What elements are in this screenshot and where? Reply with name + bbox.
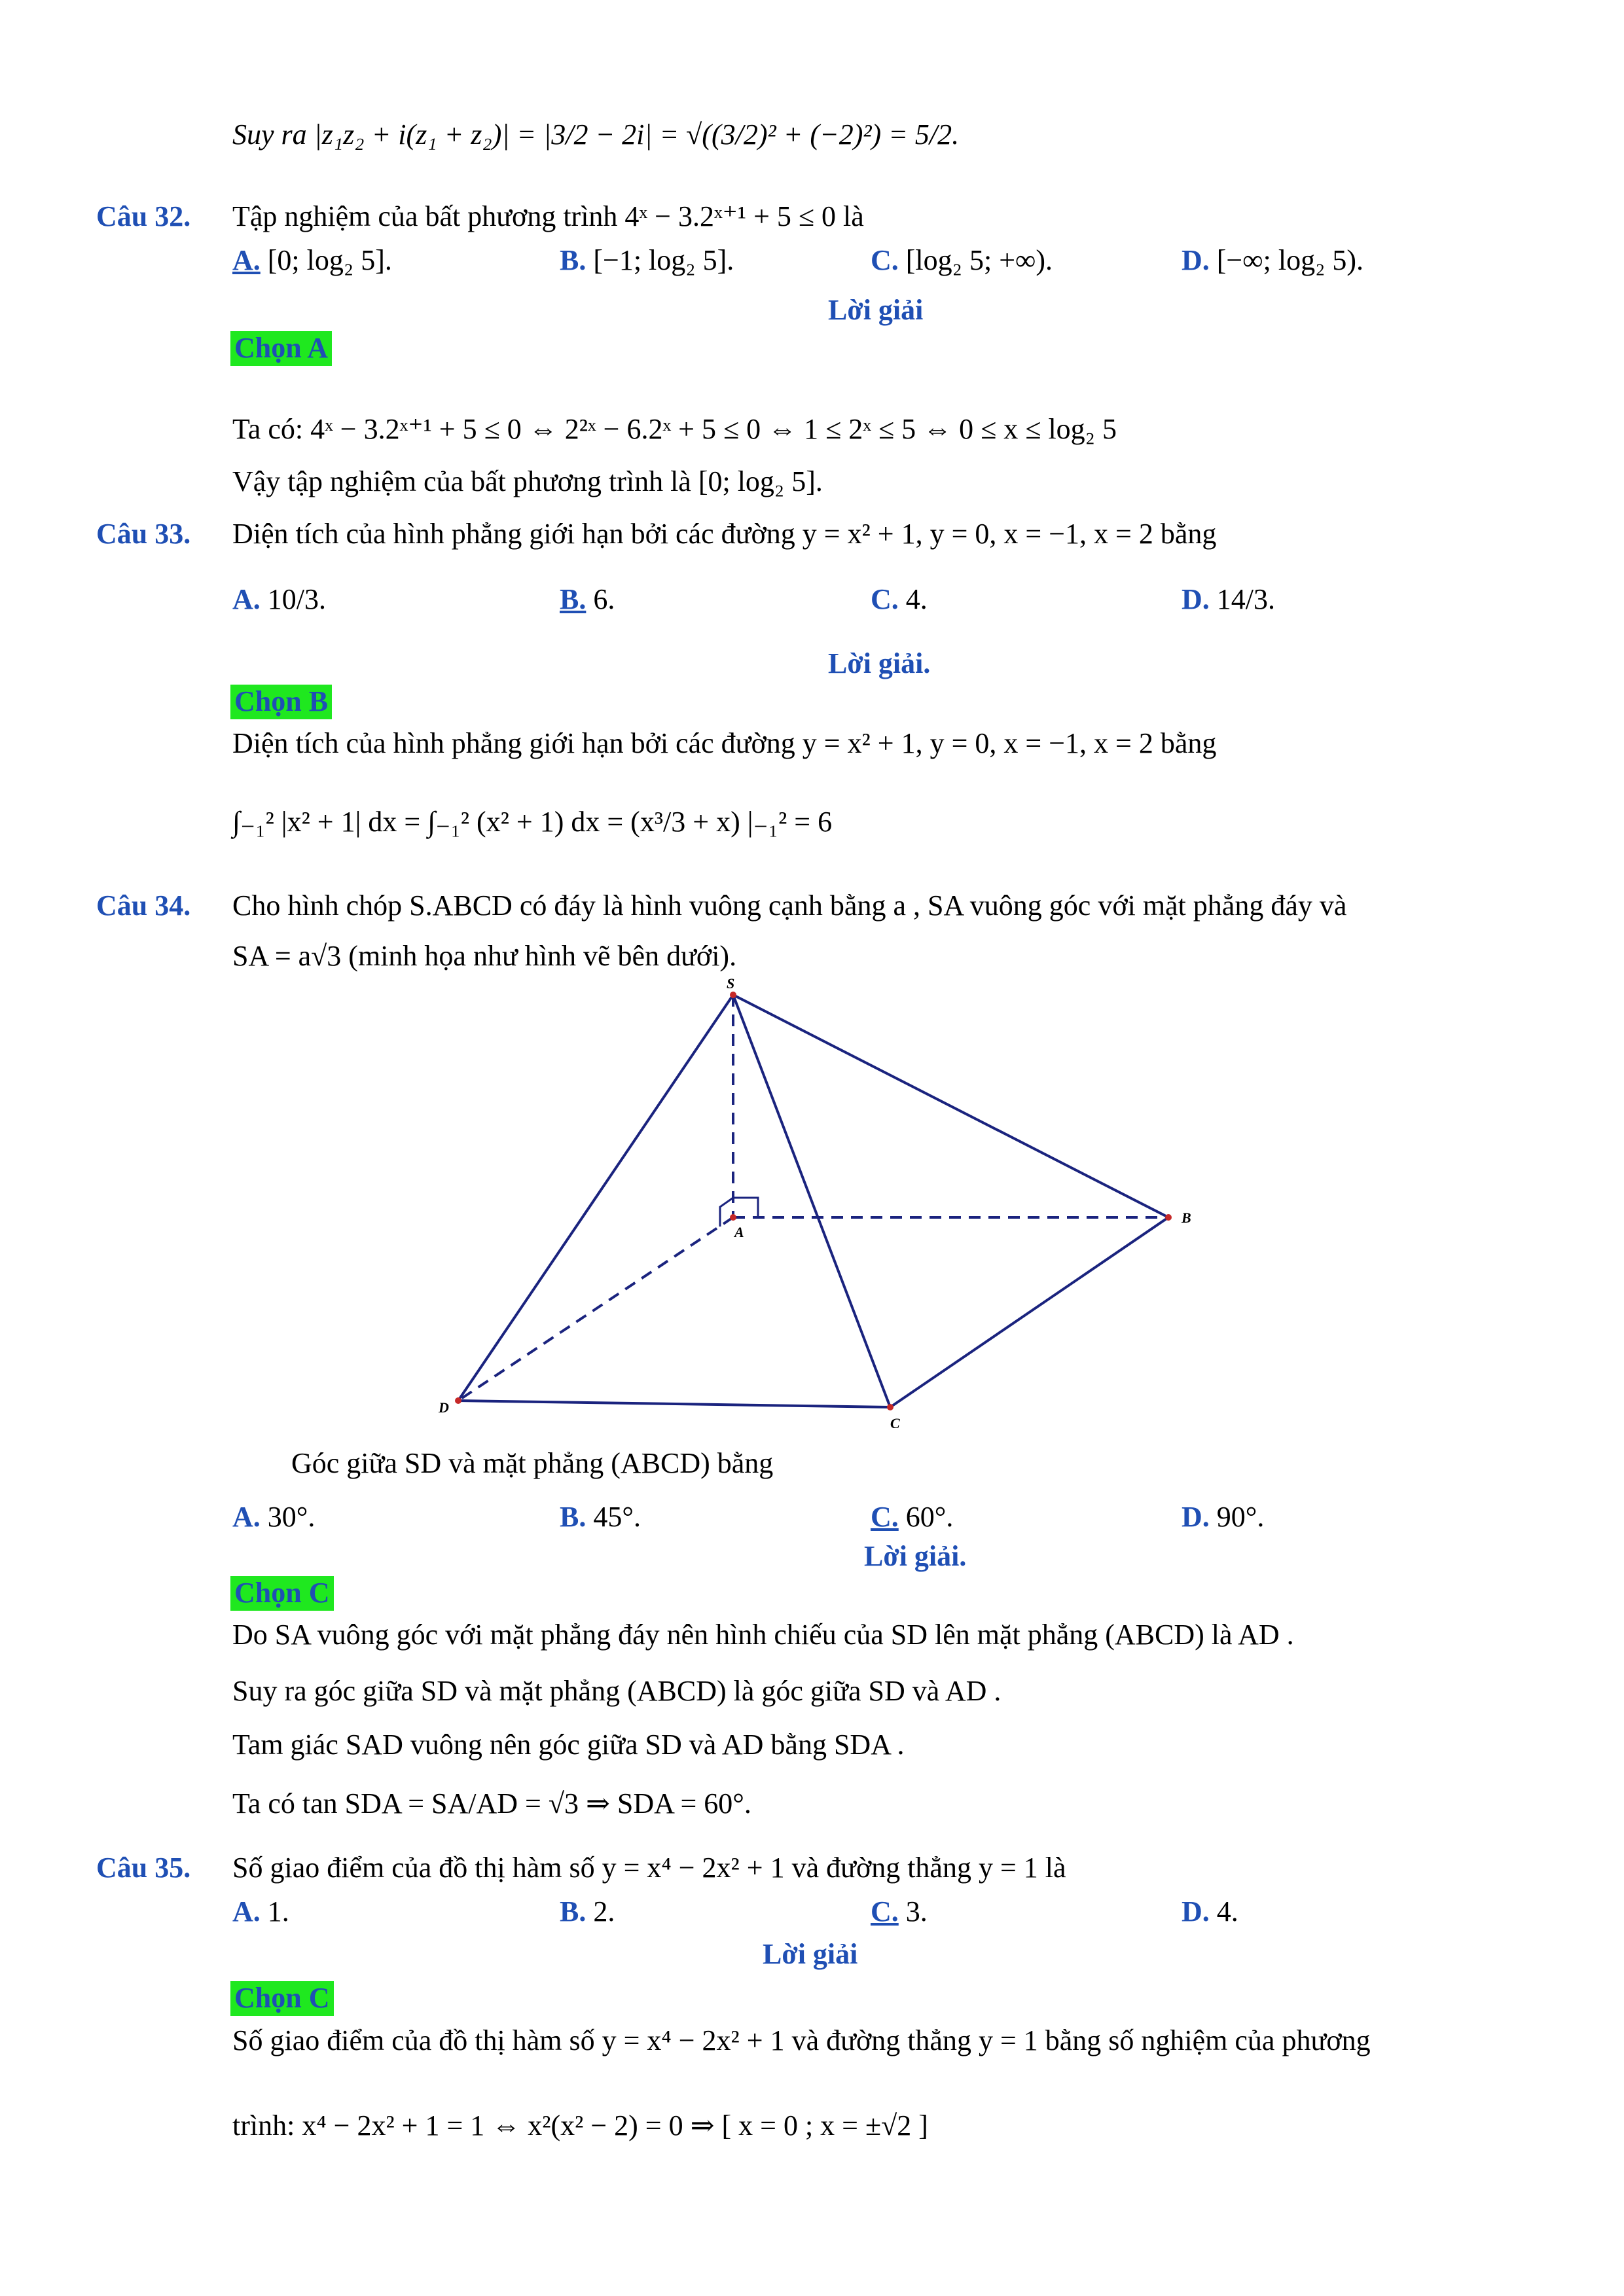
- q34-solution-line-1: Do SA vuông góc với mặt phẳng đáy nên hình chiếu của SD lên mặt phẳng (ABCD) là AD .: [232, 1619, 1294, 1651]
- q33-option-a-value: 10/3.: [267, 583, 327, 615]
- intro-line: Suy ra |z₁z₂ + i(z₁ + z₂)| = |3/2 − 2i| = √((3/2)² + (−2)²) = 5/2.: [232, 118, 960, 151]
- vertex-C: [887, 1404, 893, 1410]
- q32-label: Câu 32.: [96, 200, 191, 232]
- q34-solution-line-4: Ta có tan SDA = SA/AD = √3 ⇒ SDA = 60°.: [232, 1787, 751, 1820]
- q33-solution-line-1: Diện tích của hình phẳng giới hạn bởi các đường y = x² + 1, y = 0, x = −1, x = 2 bằng: [232, 727, 1217, 759]
- q34-option-a-key: A.: [232, 1501, 261, 1533]
- q33-option-b-value: 6.: [593, 583, 615, 615]
- q33-option-d[interactable]: [1182, 583, 1275, 617]
- q34-solution-title: Lời giải.: [864, 1540, 967, 1572]
- q34-solution-line-2: Suy ra góc giữa SD và mặt phẳng (ABCD) là góc giữa SD và AD .: [232, 1675, 1001, 1707]
- q34-option-d-value: 90°.: [1216, 1501, 1265, 1533]
- q33-text: Diện tích của hình phẳng giới hạn bởi các đường y = x² + 1, y = 0, x = −1, x = 2 bằng: [232, 518, 1217, 550]
- vertex-A: [730, 1214, 736, 1221]
- q34-question: Góc giữa SD và mặt phẳng (ABCD) bằng: [291, 1447, 774, 1479]
- q35-option-a[interactable]: [232, 1895, 289, 1929]
- q32-option-a[interactable]: [232, 243, 392, 278]
- q32-option-b-value: [−1; log₂ 5].: [593, 244, 734, 276]
- q33-option-b[interactable]: [560, 583, 615, 617]
- q35-text: Số giao điểm của đồ thị hàm số y = x⁴ − 2x² + 1 và đường thẳng y = 1 là: [232, 1852, 1066, 1884]
- q35-option-b-key: B.: [560, 1895, 586, 1928]
- q32-option-c-value: [log₂ 5; +∞).: [905, 244, 1053, 276]
- q33-option-c-key: C.: [871, 583, 899, 615]
- q34-text-2: SA = a√3 (minh họa như hình vẽ bên dưới).: [232, 940, 737, 972]
- label-C: C: [890, 1415, 900, 1431]
- q35-option-b-value: 2.: [593, 1895, 615, 1928]
- q33-solution-title: Lời giải.: [828, 647, 931, 679]
- q35-solution-title: Lời giải: [763, 1938, 858, 1970]
- pyramid-figure: [432, 975, 1218, 1433]
- q35-solution-line-1: Số giao điểm của đồ thị hàm số y = x⁴ − 2x² + 1 và đường thẳng y = 1 bằng số nghiệm của phương: [232, 2024, 1371, 2056]
- q32-option-c[interactable]: [871, 243, 1053, 278]
- q35-option-d-value: 4.: [1216, 1895, 1238, 1928]
- q34-option-b-value: 45°.: [593, 1501, 641, 1533]
- edge-CB: [890, 1217, 1168, 1407]
- q35-option-c-value: 3.: [905, 1895, 928, 1928]
- q35-option-d[interactable]: [1182, 1895, 1238, 1929]
- q34-option-b[interactable]: [560, 1500, 641, 1535]
- q33-solution-line-2: ∫₋₁² |x² + 1| dx = ∫₋₁² (x² + 1) dx = (x³/3 + x) |₋₁² = 6: [232, 806, 833, 838]
- q32-option-d-key: D.: [1182, 244, 1210, 276]
- q33-chon-badge: Chọn B: [230, 685, 332, 719]
- q35-chon-badge: Chọn C: [230, 1981, 334, 2016]
- q32-option-a-value: [0; log₂ 5].: [267, 244, 392, 276]
- label-S: S: [727, 975, 735, 992]
- q32-option-d-value: [−∞; log₂ 5).: [1216, 244, 1364, 276]
- pyramid-svg: [432, 975, 1218, 1433]
- label-B: B: [1182, 1210, 1191, 1226]
- right-angle-mark-ab: [733, 1198, 758, 1217]
- q32-solution-line-1: Ta có: 4ˣ − 3.2ˣ⁺¹ + 5 ≤ 0 ⇔ 2²ˣ − 6.2ˣ + 5 ≤ 0 ⇔ 1 ≤ 2ˣ ≤ 5 ⇔ 0 ≤ x ≤ log₂ 5: [232, 413, 1117, 445]
- q34-text: Cho hình chóp S.ABCD có đáy là hình vuông cạnh bằng a , SA vuông góc với mặt phẳng đáy và: [232, 889, 1347, 922]
- q33-option-d-key: D.: [1182, 583, 1210, 615]
- edge-SD: [458, 995, 733, 1401]
- q34-option-a[interactable]: [232, 1500, 315, 1535]
- vertex-D: [455, 1397, 461, 1404]
- q33-option-c[interactable]: [871, 583, 928, 617]
- q34-option-c-value: 60°.: [905, 1501, 954, 1533]
- q32-option-b-key: B.: [560, 244, 586, 276]
- q32-chon-badge: Chọn A: [230, 331, 332, 366]
- edge-SC: [733, 995, 890, 1407]
- q35-option-a-key: A.: [232, 1895, 261, 1928]
- q34-option-d[interactable]: [1182, 1500, 1264, 1535]
- q32-option-d[interactable]: [1182, 243, 1363, 278]
- q32-solution-title: Lời giải: [828, 294, 924, 326]
- q32-text: Tập nghiệm của bất phương trình 4ˣ − 3.2ˣ⁺¹ + 5 ≤ 0 là: [232, 200, 864, 232]
- q34-label: Câu 34.: [96, 889, 191, 922]
- q33-option-d-value: 14/3.: [1216, 583, 1276, 615]
- vertex-B: [1165, 1214, 1172, 1221]
- edge-SB: [733, 995, 1168, 1217]
- q33-option-a[interactable]: [232, 583, 326, 617]
- label-A: A: [734, 1224, 744, 1240]
- q32-option-a-key: A.: [232, 244, 261, 276]
- q34-option-b-key: B.: [560, 1501, 586, 1533]
- q33-label: Câu 33.: [96, 518, 191, 550]
- q35-option-c[interactable]: [871, 1895, 928, 1929]
- q34-solution-line-3: Tam giác SAD vuông nên góc giữa SD và AD bằng SDA .: [232, 1729, 905, 1761]
- q34-option-a-value: 30°.: [267, 1501, 316, 1533]
- q35-solution-line-2: trình: x⁴ − 2x² + 1 = 1 ⇔ x²(x² − 2) = 0 ⇒ [ x = 0 ; x = ±√2 ]: [232, 2109, 928, 2142]
- q33-option-c-value: 4.: [905, 583, 928, 615]
- q35-label: Câu 35.: [96, 1852, 191, 1884]
- q32-solution-line-2: Vậy tập nghiệm của bất phương trình là [0; log₂ 5].: [232, 465, 823, 497]
- q33-option-b-key: B.: [560, 583, 586, 615]
- label-D: D: [439, 1399, 449, 1416]
- q35-option-c-key: C.: [871, 1895, 899, 1928]
- q34-chon-badge: Chọn C: [230, 1576, 334, 1611]
- vertex-S: [730, 992, 736, 998]
- edge-DC: [458, 1401, 890, 1407]
- q35-option-a-value: 1.: [267, 1895, 289, 1928]
- q35-option-d-key: D.: [1182, 1895, 1210, 1928]
- q34-option-c-key: C.: [871, 1501, 899, 1533]
- q35-option-b[interactable]: [560, 1895, 615, 1929]
- q32-option-b[interactable]: [560, 243, 734, 278]
- q32-option-c-key: C.: [871, 244, 899, 276]
- q34-option-d-key: D.: [1182, 1501, 1210, 1533]
- q34-option-c[interactable]: [871, 1500, 953, 1535]
- q33-option-a-key: A.: [232, 583, 261, 615]
- edge-AD: [458, 1217, 733, 1401]
